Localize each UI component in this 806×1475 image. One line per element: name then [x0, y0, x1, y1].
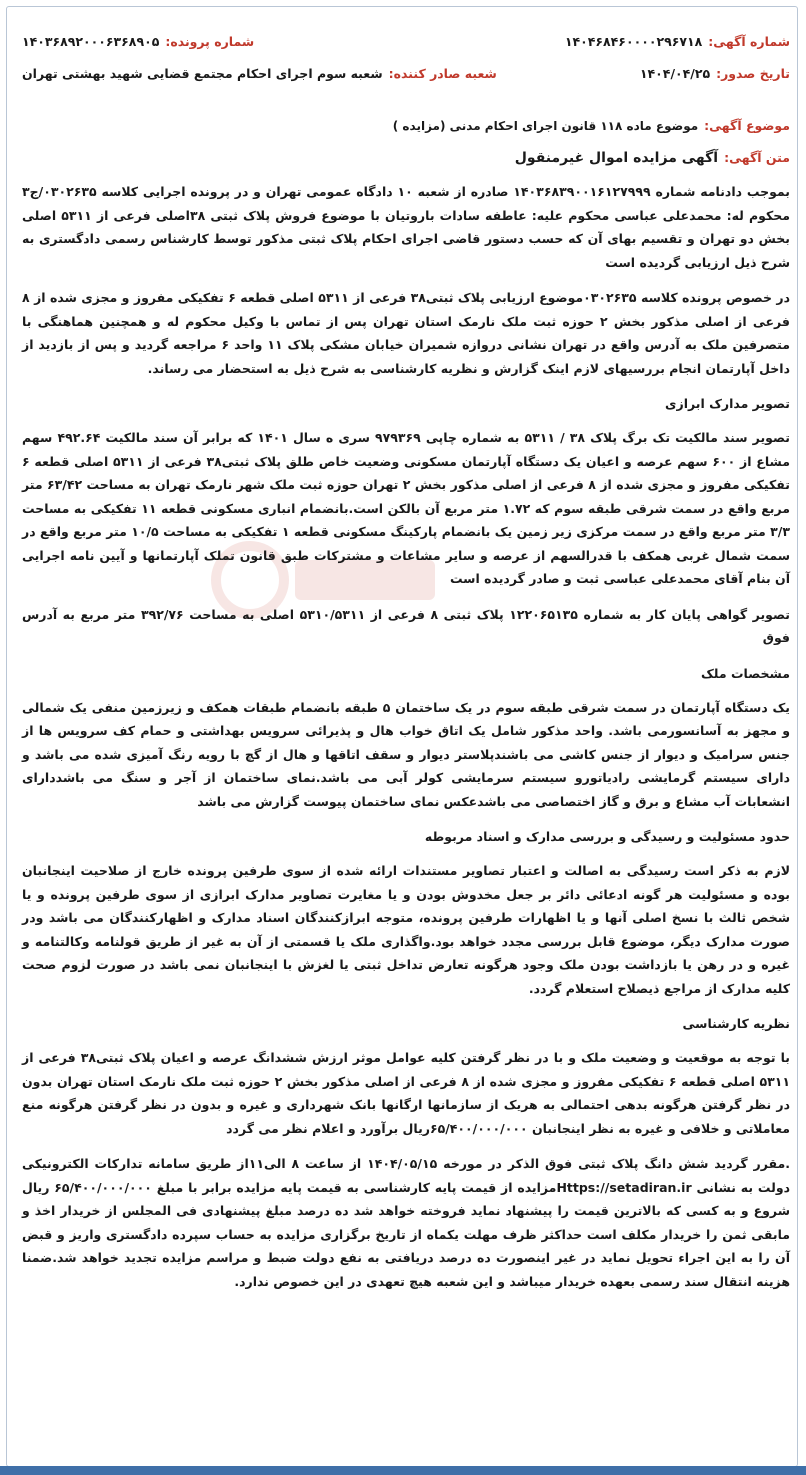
completion-cert-paragraph: تصویر گواهی پایان کار به شماره ۱۲۲۰۶۵۱۳۵ پلاک ثبتی ۸ فرعی از ۵۳۱۰/۵۳۱۱ اصلی به مساحت ۳۹۲/۷۶ متر مربع به آدرس فوق: [22, 606, 790, 645]
intro-paragraph: بموجب دادنامه شماره ۱۴۰۳۶۸۳۹۰۰۱۶۱۲۷۹۹۹ صادره از شعبه ۱۰ دادگاه عمومی تهران و در پرونده اجرایی کلاسه ۰۳۰۲۶۳۵/ج۳ محکوم له: محمدعلی عباسی محکوم علیه: عاطفه سادات باروتیان با موضوع فروش پلاک ثبتی ۳۸اصلی فرعی از ۵۳۱۱ اصلی بخش دو تهران و تقسیم بهای آن که حسب دستور قاضی اجرای احکام پلاک ثبتی مذکور توسط کارشناس رسمی دادگستری به شرح ذیل ارزیابی گردیده است: [22, 184, 791, 270]
announcement-document: [22, 30, 790, 1305]
file-number-label: شماره پرونده:: [165, 34, 255, 49]
ad-text-label: متن آگهی:: [724, 150, 790, 165]
meta-row-1: [22, 30, 790, 62]
issue-date: [640, 62, 790, 86]
issuer-label: شعبه صادر کننده:: [388, 66, 497, 81]
auction-terms-paragraph: .مقرر گردید شش دانگ پلاک ثبتی فوق الذکر در مورخه ۱۴۰۴/۰۵/۱۵ از ساعت ۸ الی۱۱از طریق سامانه تدارکات الکترونیکی دولت به نشانی Https://setadiran.irمزایده از قیمت پایه کارشناسی به قیمت پایه مزایده برابر با مبلغ ۶۵/۴۰۰/۰۰۰/۰۰۰ ریال شروع و به کسی که بالاترین قیمت را پیشنهاد نماید فروخته خواهد شد ده درصد مبلغ پیشنهادی فی المجلس از خریدار اخذ و مابقی ثمن را خریدار مکلف است حداکثر ظرف مهلت یکماه از تاریخ برگزاری مزایده به حساب سپرده دادگستری واریز و قبض آن را به این اجراء تحویل نماید در غیر اینصورت ده درصد دریافتی به نفع دولت ضبط و مراسم مزایده تجدید خواهد شد.ضمنا هزینه انتقال سند رسمی بعهده خریدار میباشد و این شعبه هیچ تعهدی در این خصوص ندارد.: [22, 1156, 791, 1289]
meta-row-2: [22, 62, 790, 94]
ad-number-value: ۱۴۰۴۶۸۴۶۰۰۰۰۲۹۶۷۱۸: [564, 34, 703, 49]
opinion-paragraph: با توجه به موقعیت و وضعیت ملک و با در نظر گرفتن کلیه عوامل موثر ارزش ششدانگ عرصه و اعیان پلاک ثبتی۳۸ فرعی از ۵۳۱۱ اصلی قطعه ۶ تفکیکی مفروز و مجزی شده از ۸ فرعی از اصلی مذکور بخش ۲ حوزه ثبت ملک نارمک استان تهران بدون در نظر گرفتن هرگونه بدهی احتمالی به هریک از سازمانها ارگانها بانک شهرداری و غیره و بدون در نظر گرفتن هرگونه منع معاملاتی و خلافی و غیره به نظر اینجانبان ۶۵/۴۰۰/۰۰۰/۰۰۰ریال برآورد و اعلام نظر می گردد: [22, 1050, 791, 1136]
file-number-value: ۱۴۰۳۶۸۹۲۰۰۰۶۳۶۸۹۰۵: [22, 34, 160, 49]
bottom-bar: [0, 1466, 806, 1475]
issuer: [22, 62, 497, 86]
issue-date-label: تاریخ صدور:: [716, 66, 790, 81]
ad-number-label: شماره آگهی:: [708, 34, 790, 49]
file-number: [22, 30, 254, 54]
heading-specs: مشخصات ملک: [700, 665, 790, 681]
subject-label: موضوع آگهی:: [704, 118, 790, 133]
subject-value: موضوع ماده ۱۱۸ قانون اجرای احکام مدنی (مزایده ): [392, 119, 699, 133]
inspection-paragraph: در خصوص پرونده کلاسه ۰۳۰۲۶۳۵موضوع ارزیابی پلاک ثبتی۳۸ فرعی از ۵۳۱۱ اصلی قطعه ۶ تفکیکی مفروز و مجزی شده از ۸ فرعی از اصلی مذکور بخش ۲ حوزه ثبت ملک نارمک استان تهران پس از تماس با وکیل محکوم له و همچنین هماهنگی با متصرفین ملک به آدرس واقع در تهران نشانی دروازه شمیران خیابان مشکی پلاک ۱۱ واحد ۶ مراجعه گردید و پس از بازدید از داخل آپارتمان انجام بررسیهای لازم اینک گزارش و نظریه کارشناسی به شرح ذیل به استحضار می رساند.: [22, 290, 791, 376]
ad-text-title: آگهی مزایده اموال غیرمنقول: [514, 150, 719, 166]
ad-text-row: [22, 146, 790, 180]
subject-row: [22, 114, 790, 140]
heading-opinion: نظریه کارشناسی: [682, 1016, 790, 1031]
issuer-value: شعبه سوم اجرای احکام مجتمع قضایی شهید بهشتی تهران: [22, 66, 383, 81]
issue-date-value: ۱۴۰۴/۰۴/۲۵: [639, 66, 711, 81]
specs-paragraph: یک دستگاه آپارتمان در سمت شرقی طبقه سوم در یک ساختمان ۵ طبقه بانضمام طبقات همکف و زیرزمین منفی یک شمالی و مجهز به آسانسورمی باشد. واحد مذکور شامل یک اتاق خواب هال و پذیرائی سرویس بهداشتی و حمام کف سرویس ها از جنس سرامیک و دیوار از جنس کاشی می باشندپلاستر دیوار و سقف اتاقها و هال از گچ با رویه رنگ آمیزی شده می باشد و دارای سیستم گرمایشی رادیاتورو سیستم سرمایشی کولر آبی می باشد.نمای ساختمان از آجر و سنگ می باشددارای انشعابات آب مشاع و برق و گاز اختصاصی می باشدعکس نمای ساختمان پیوست گزارش می باشد: [22, 699, 790, 809]
responsibility-paragraph: لازم به ذکر است رسیدگی به اصالت و اعتبار تصاویر مستندات ارائه شده از سوی طرفین پرونده خارج از صلاحیت اینجانبان بوده و مسئولیت هر گونه ادعائی دائر بر جعل مخدوش بودن و یا مغایرت تصاویر مدارک ابرازی از سوی طرفین پرونده و یا شخص ثالث با نسخ اصلی آنها و یا اظهارات طرفین پرونده، متوجه ابرازکنندگان اسناد مدارک و اظهارکنندگان می باشد ودر صورت مدارک دیگر، موضوع قابل بررسی مجدد خواهد بود.واگذاری ملک یا قسمتی از آن به غیر از طریق قولنامه وکالتنامه و غیره و در رهن یا بازداشت بودن ملک وجود هرگونه تعارض تداخل ثبتی یا لغزش با اینجانبان نمی باشد در صورت لزوم صحت کلیه مدارک از مراجع ذیصلاح استعلام گردد.: [22, 863, 790, 996]
heading-documents: تصویر مدارک ابرازی: [665, 396, 790, 411]
title-deed-paragraph: تصویر سند مالکیت تک برگ پلاک ۳۸ / ۵۳۱۱ به شماره چاپی ۹۷۹۳۶۹ سری ه سال ۱۴۰۱ که برابر آن سند مالکیت ۴۹۲.۶۴ سهم مشاع از ۶۰۰ سهم عرصه و اعیان یک دستگاه آپارتمان مسکونی وضعیت خاص طلق پلاک ثبتی۳۸ فرعی از ۵۳۱۱ اصلی قطعه ۶ تفکیکی مفروز و مجزی شده از ۸ فرعی از اصلی مذکور بخش ۲ تهران حوزه ثبت ملک شهر نارمک تهران به مساحت ۶۳/۴۲ متر مربع واقع در سمت شرقی طبقه سوم که ۱.۷۲ متر مربع آن بالکن است.بانضمام انباری مسکونی قطعه ۱۱ تفکیکی به مساحت ۳/۳ متر مربع واقع در سمت مرکزی زیر زمین یک بانضمام پارکینگ مسکونی قطعه ۱ تفکیکی به مساحت ۱۰/۵ متر مربع واقع در سمت شمال غربی همکف با قدرالسهم از عرصه و سایر مشاعات و مشترکات طبق قانون تملک آپارتمانها و آیین نامه اجرایی آن بنام آقای محمدعلی عباسی ثبت و صادر گردیده است: [22, 430, 790, 586]
ad-number: [565, 30, 790, 54]
heading-responsibility: حدود مسئولیت و رسیدگی و بررسی مدارک و اسناد مربوطه: [424, 829, 790, 844]
